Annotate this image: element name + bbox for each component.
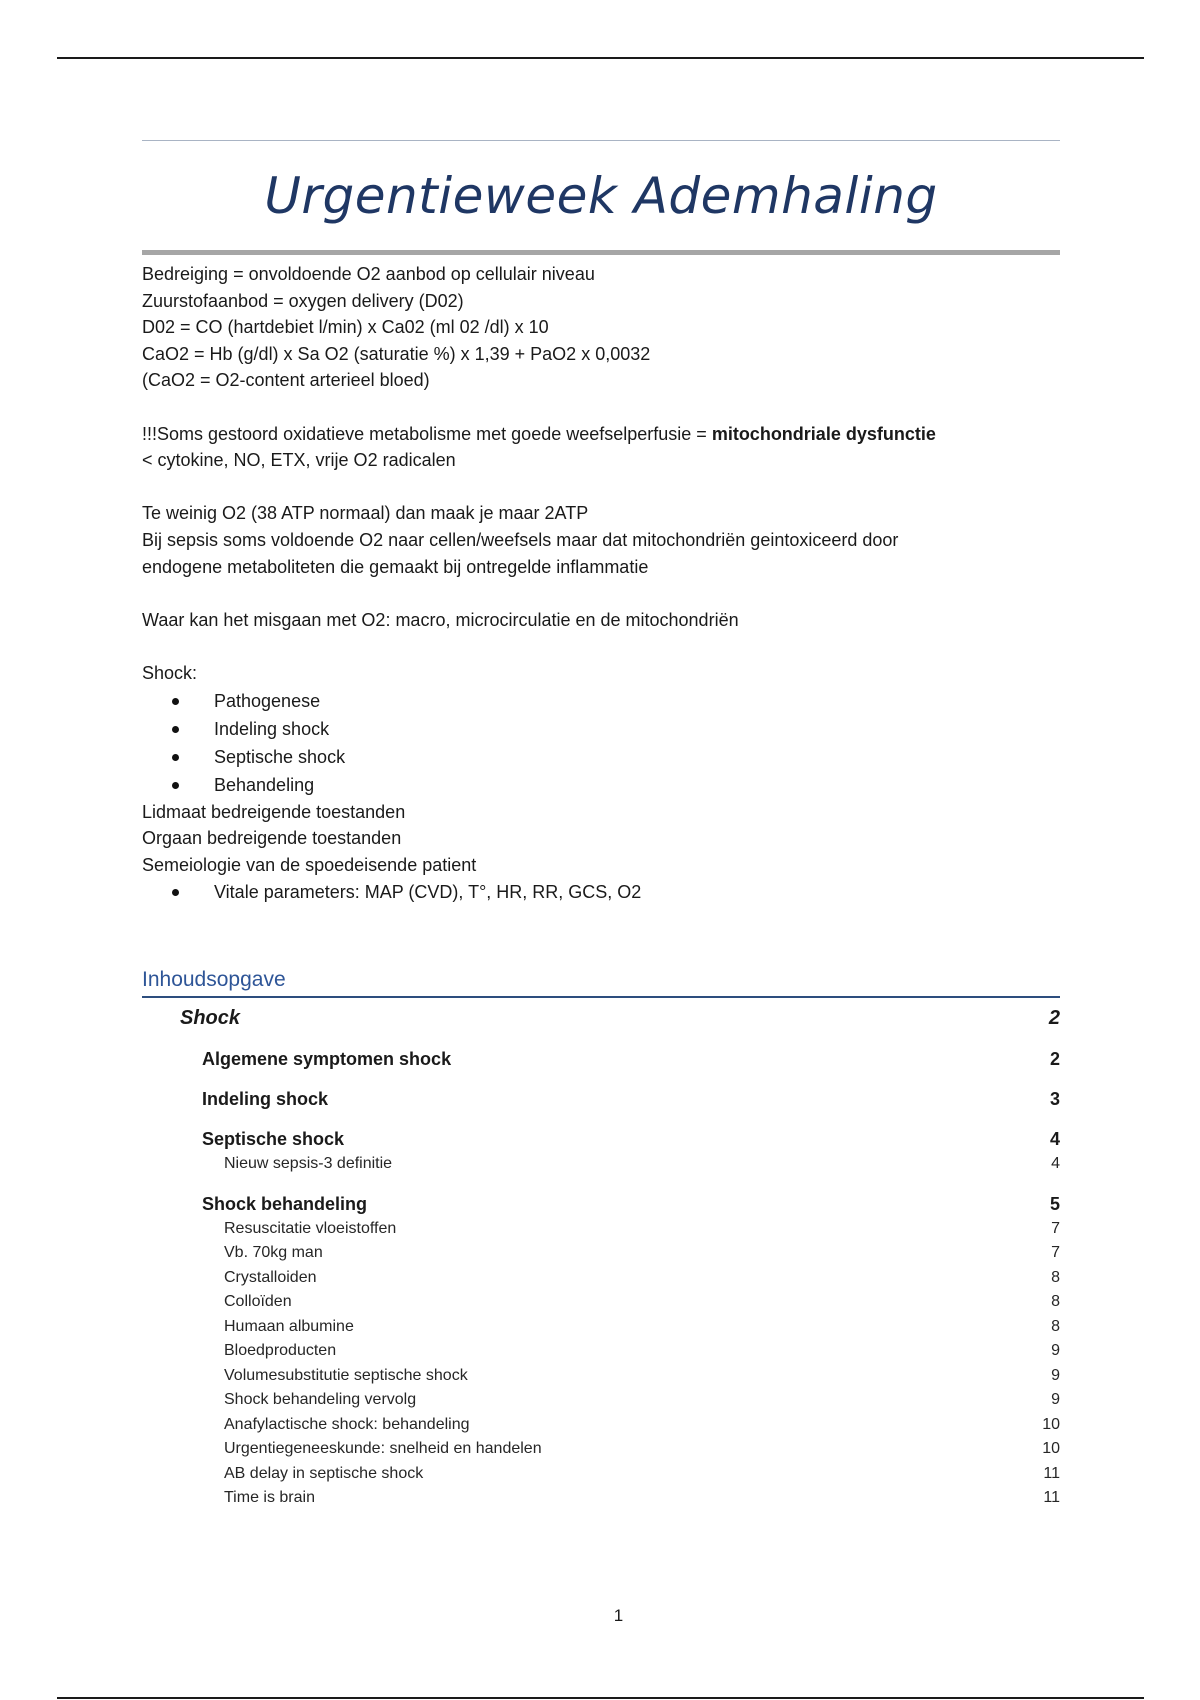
toc-entry-indeling-shock[interactable]: Indeling shock 3 — [202, 1089, 1060, 1110]
list-item: Indeling shock — [142, 715, 1060, 743]
document-title: Urgentieweek Ademhaling — [264, 167, 938, 225]
intro-line: Bedreiging = onvoldoende O2 aanbod op cellulair niveau — [142, 264, 595, 284]
toc-entry-algemene-symptomen[interactable]: Algemene symptomen shock 2 — [202, 1049, 1060, 1070]
toc-entry[interactable]: Humaan albumine 8 — [224, 1317, 1060, 1335]
toc-entry[interactable]: Anafylactische shock: behandeling 10 — [224, 1415, 1060, 1433]
toc-entry[interactable]: Bloedproducten 9 — [224, 1342, 1060, 1360]
mitochondria-causes: < cytokine, NO, ETX, vrije O2 radicalen — [142, 450, 456, 471]
toc-heading: Inhoudsopgave — [142, 966, 1060, 998]
mitochondria-line — [142, 421, 1060, 448]
bullet-icon — [172, 782, 179, 789]
toc-entry[interactable]: Vb. 70kg man 7 — [224, 1244, 1060, 1262]
intro-line: Zuurstofaanbod = oxygen delivery (D02) — [142, 290, 464, 311]
toc-entry[interactable]: Resuscitatie vloeistoffen 7 — [224, 1219, 1060, 1237]
title-top-rule — [142, 140, 1060, 141]
shock-label: Shock: — [142, 662, 198, 683]
list-item: Septische shock — [142, 743, 1060, 771]
toc-entry-shock-behandeling[interactable]: Shock behandeling 5 — [202, 1193, 1060, 1214]
toc-entry-septische-shock[interactable]: Septische shock 4 — [202, 1129, 1060, 1150]
title-bottom-rule — [142, 250, 1060, 255]
toc-entry[interactable]: AB delay in septische shock 11 — [224, 1464, 1060, 1482]
page-top-rule — [57, 57, 1144, 59]
toc-entry[interactable]: Colloïden 8 — [224, 1293, 1060, 1311]
toc-entry[interactable]: Time is brain 11 — [224, 1489, 1060, 1507]
bullet-icon — [172, 726, 179, 733]
toc-entry[interactable]: Crystalloiden 8 — [224, 1268, 1060, 1286]
intro-line: Orgaan bedreigende toestanden — [142, 828, 402, 849]
page-bottom-rule — [57, 1697, 1144, 1699]
macro-line: Waar kan het misgaan met O2: macro, microcirculatie en de mitochondriën — [142, 609, 739, 630]
bullet-icon — [172, 698, 179, 705]
list-item: Pathogenese — [142, 687, 1060, 715]
toc-entry[interactable]: Urgentiegeneeskunde: snelheid en handelen 10 — [224, 1440, 1060, 1458]
toc-entry-sepsis-3[interactable]: Nieuw sepsis-3 definitie 4 — [224, 1155, 1060, 1173]
bullet-icon — [172, 889, 179, 896]
intro-line: (CaO2 = O2-content arterieel bloed) — [142, 370, 430, 391]
list-item: Behandeling — [142, 771, 1060, 799]
intro-line: Semeiologie van de spoedeisende patient — [142, 854, 477, 875]
document-content — [142, 140, 1060, 1511]
intro-line: D02 = CO (hartdebiet l/min) x Ca02 (ml 02 /dl) x 10 — [142, 317, 549, 338]
toc-entry-shock[interactable]: Shock 2 — [180, 1007, 1060, 1030]
sepsis-line: endogene metaboliteten die gemaakt bij ontregelde inflammatie — [142, 556, 649, 577]
bullet-icon — [172, 754, 179, 761]
mitochondria-term: mitochondriale dysfunctie — [711, 423, 936, 444]
table-of-contents — [142, 1004, 1060, 1511]
page-number: 1 — [613, 1606, 624, 1625]
list-item: Vitale parameters: MAP (CVD), T°, HR, RR, GCS, O2 — [142, 878, 1060, 906]
intro-section — [142, 261, 1060, 906]
toc-entry[interactable]: Shock behandeling vervolg 9 — [224, 1391, 1060, 1409]
atp-line: Te weinig O2 (38 ATP normaal) dan maak je maar 2ATP — [142, 503, 589, 524]
mitochondria-prefix: !!!Soms gestoord oxidatieve metabolisme met goede weefselperfusie = — [142, 423, 712, 444]
shock-bullet-list — [142, 687, 1060, 799]
sepsis-line: Bij sepsis soms voldoende O2 naar cellen/weefsels maar dat mitochondriën geintoxiceerd door — [142, 529, 899, 550]
toc-entry[interactable]: Volumesubstitutie septische shock 9 — [224, 1366, 1060, 1384]
intro-line: CaO2 = Hb (g/dl) x Sa O2 (saturatie %) x 1,39 + PaO2 x 0,0032 — [142, 343, 651, 364]
vitals-bullet-list — [142, 878, 1060, 906]
intro-line: Lidmaat bedreigende toestanden — [142, 801, 406, 822]
